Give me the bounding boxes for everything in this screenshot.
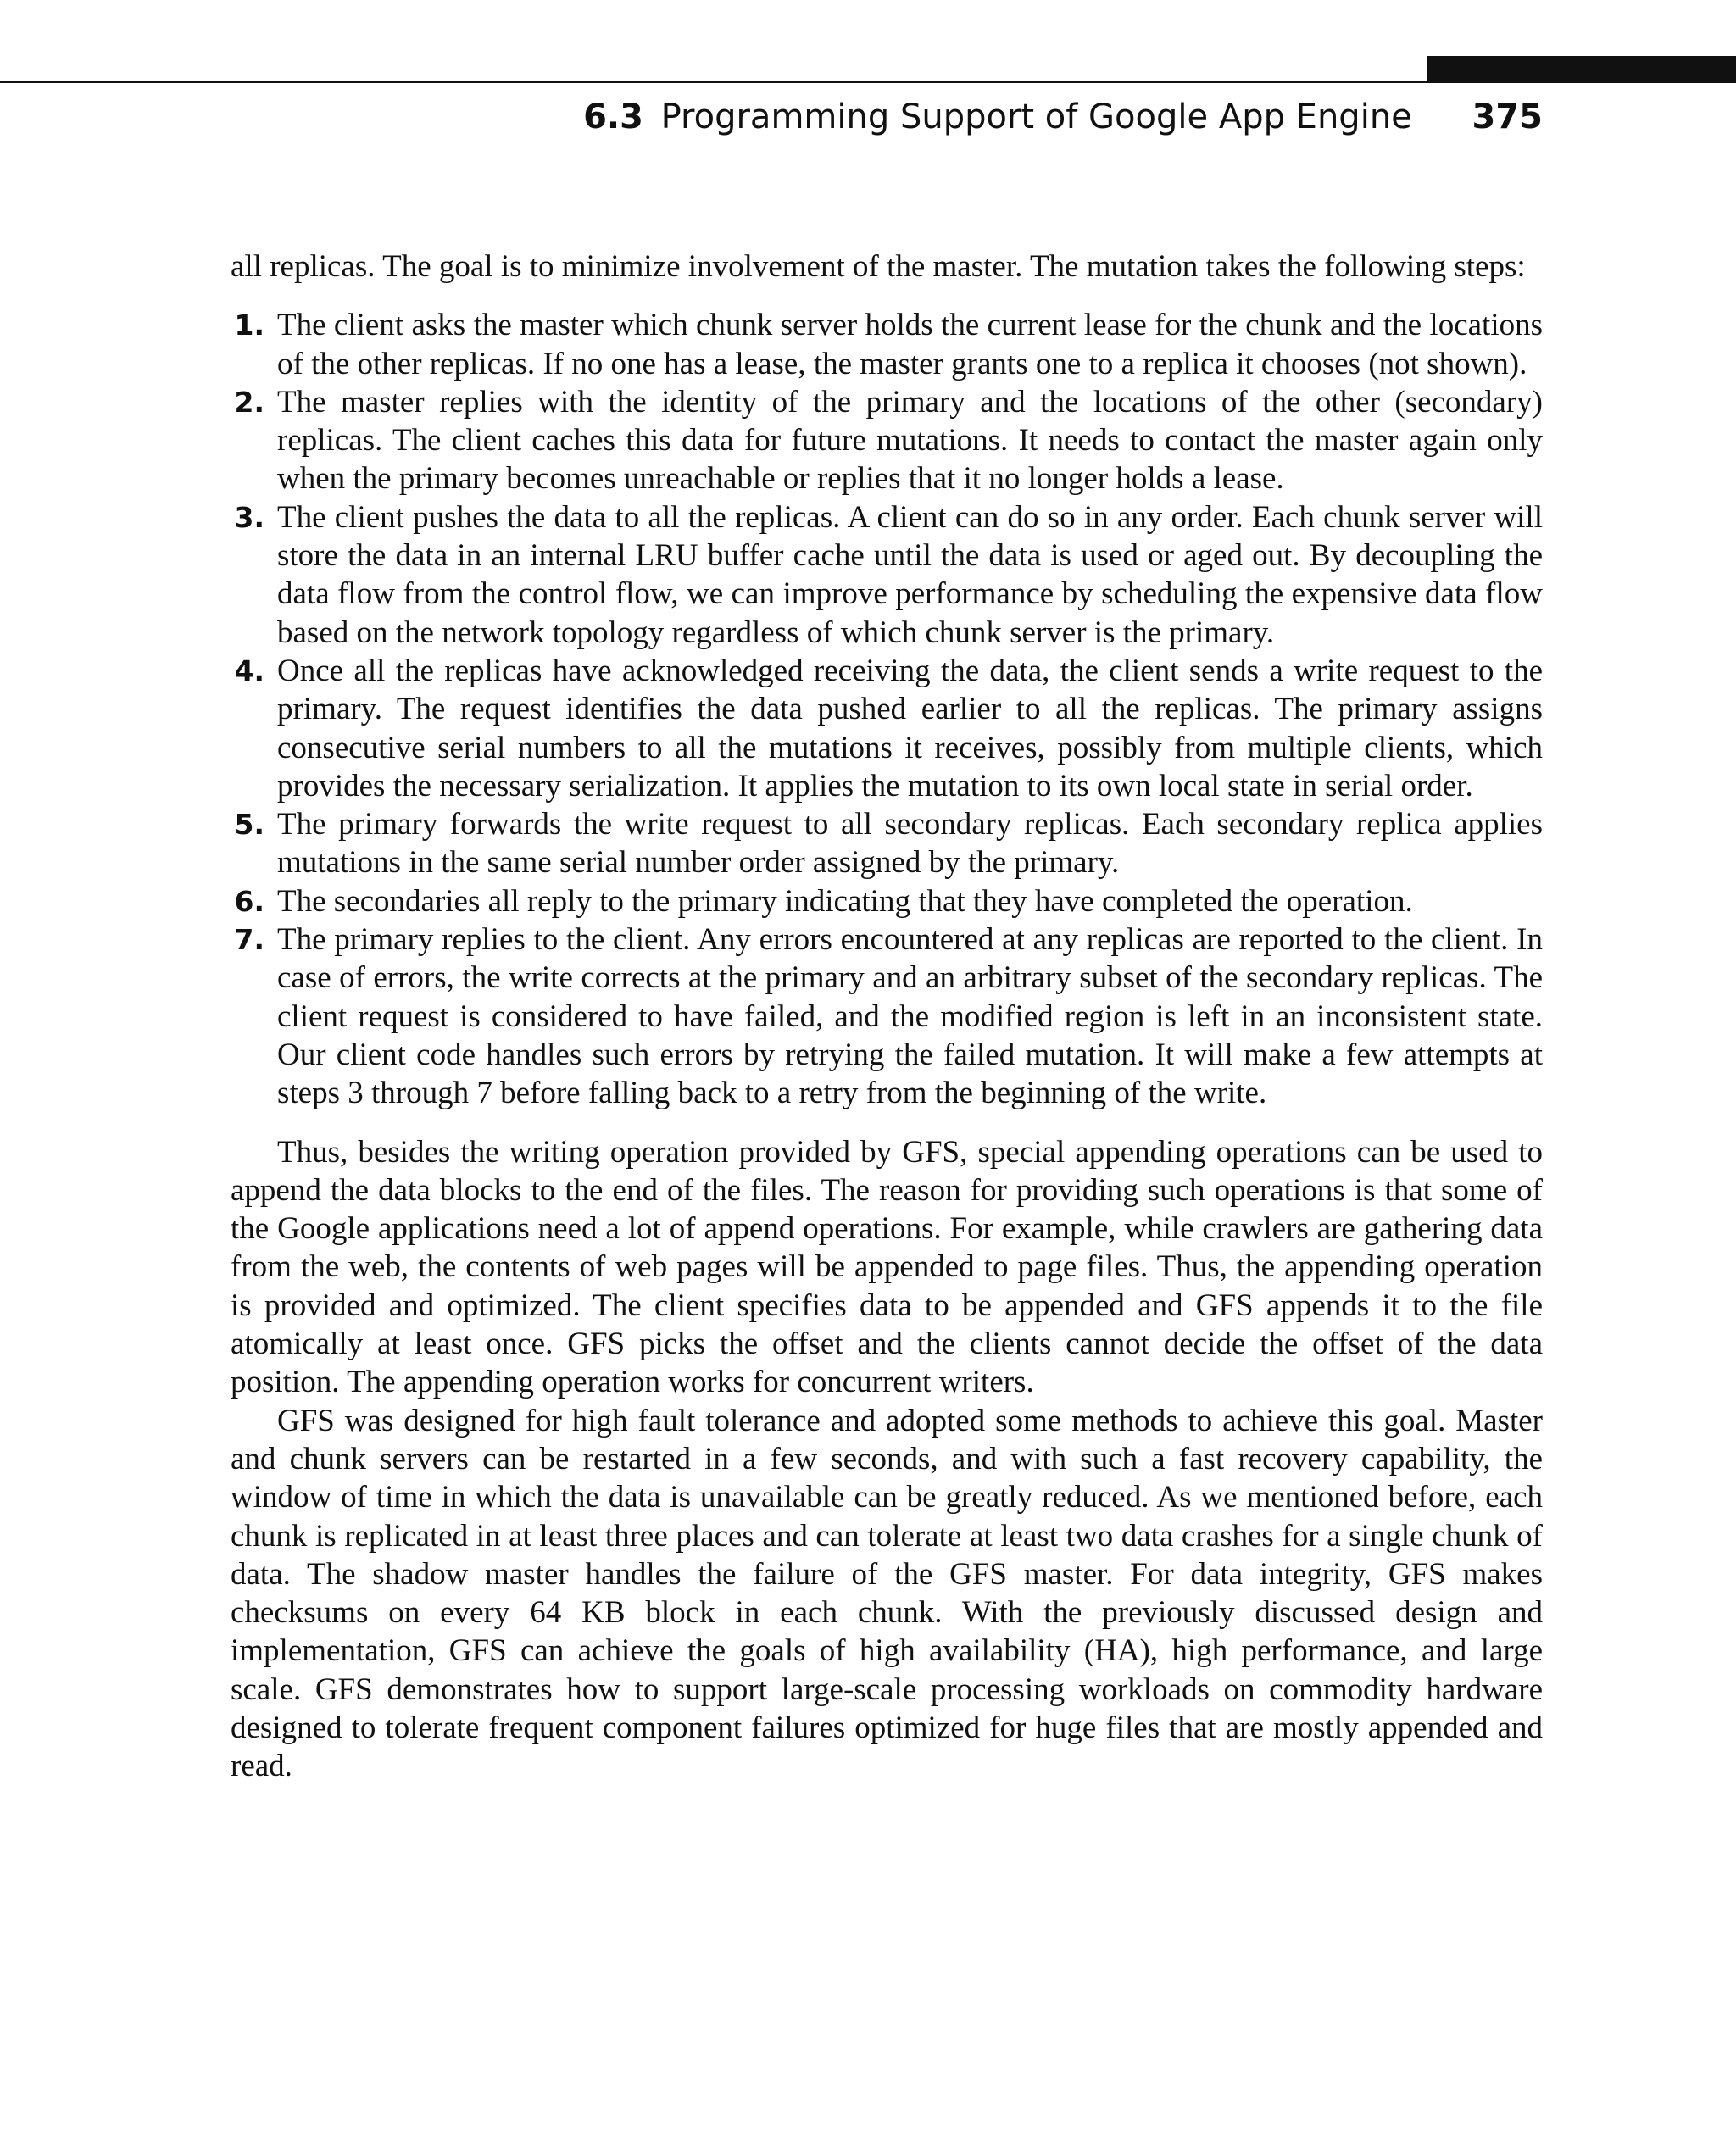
list-item	[231, 498, 1543, 652]
fault-tolerance-paragraph: GFS was designed for high fault tolerance and adopted some methods to achieve this goal. Master and chunk servers can be restarted in a few seconds, and with such a fast recovery capability, the window of time in which the data is unavailable can be greatly reduced. As we mentioned before, each chunk is replicated in at least three places and can tolerate at least two data crashes for a single chunk of data. The shadow master handles the failure of the GFS master. For data integrity, GFS makes checksums on every 64 KB block in each chunk. With the previously discussed design and implementation, GFS can achieve the goals of high availability (HA), high performance, and large scale. GFS demonstrates how to support large-scale processing workloads on commodity hardware designed to tolerate frequent component failures optimized for huge files that are mostly appended and read.	[231, 1403, 1543, 1784]
section-title: Programming Support of Google App Engine	[660, 97, 1412, 136]
step-number: 6.	[234, 884, 264, 918]
step-number: 2.	[234, 385, 264, 419]
list-item	[231, 306, 1543, 383]
list-item	[231, 383, 1543, 498]
step-text: The primary forwards the write request to all secondary replicas. Each secondary replica applies mutations in the same serial number order assigned by the primary.	[277, 807, 1543, 881]
page-number: 375	[1472, 97, 1543, 136]
list-item	[231, 805, 1543, 882]
list-item	[231, 882, 1543, 920]
step-number: 5.	[234, 808, 264, 842]
step-text: The client asks the master which chunk server holds the current lease for the chunk and the locations of the other replicas. If no one has a lease, the master grants one to a replica it chooses (not shown).	[277, 308, 1543, 381]
step-text: The master replies with the identity of the primary and the locations of the other (secondary) replicas. The client caches this data for future mutations. It needs to contact the master again only when the primary becomes unreachable or replies that it no longer holds a lease.	[277, 384, 1543, 497]
step-text: The secondaries all reply to the primary indicating that they have completed the operation.	[277, 883, 1413, 919]
step-text: Once all the replicas have acknowledged receiving the data, the client sends a write request to the primary. The request identifies the data pushed earlier to all the replicas. The primary assigns consecutive serial numbers to all the mutations it receives, possibly from multiple clients, which provides the necessary serialization. It applies the mutation to its own local state in serial order.	[277, 653, 1543, 804]
running-head	[583, 93, 1543, 141]
step-text: The client pushes the data to all the replicas. A client can do so in any order. Each chunk server will store the data in an internal LRU buffer cache until the data is used or aged out. By decoupling the data flow from the control flow, we can improve performance by scheduling the expensive data flow based on the network topology regardless of which chunk server is the primary.	[277, 499, 1543, 650]
section-number: 6.3	[583, 97, 643, 136]
step-number: 4.	[234, 653, 264, 687]
step-text: The primary replies to the client. Any errors encountered at any replicas are reported to the client. In case of errors, the write corrects at the primary and an arbitrary subset of the secondary replicas. The client request is considered to have failed, and the modified region is left in an inconsistent state. Our client code handles such errors by retrying the failed mutation. It will make a few attempts at steps 3 through 7 before falling back to a retry from the beginning of the write.	[277, 922, 1543, 1111]
step-number: 1.	[234, 309, 264, 342]
header-tab-block	[1427, 56, 1736, 82]
page-body	[231, 247, 1543, 1786]
step-number: 7.	[234, 923, 264, 957]
list-item	[231, 652, 1543, 805]
appending-paragraph: Thus, besides the writing operation provided by GFS, special appending operations can be used to append the data blocks to the end of the files. The reason for providing such operations is that some of the Google applications need a lot of append operations. For example, while crawlers are gathering data from the web, the contents of web pages will be appended to page files. Thus, the appending operation is provided and optimized. The client specifies data to be appended and GFS appends it to the file atomically at least once. GFS picks the offset and the clients cannot decide the offset of the data position. The appending operation works for concurrent writers.	[231, 1134, 1543, 1400]
lead-paragraph: all replicas. The goal is to minimize involvement of the master. The mutation takes the following steps:	[231, 249, 1526, 284]
list-item	[231, 920, 1543, 1112]
mutation-steps-list	[231, 306, 1543, 1112]
step-number: 3.	[234, 500, 264, 534]
